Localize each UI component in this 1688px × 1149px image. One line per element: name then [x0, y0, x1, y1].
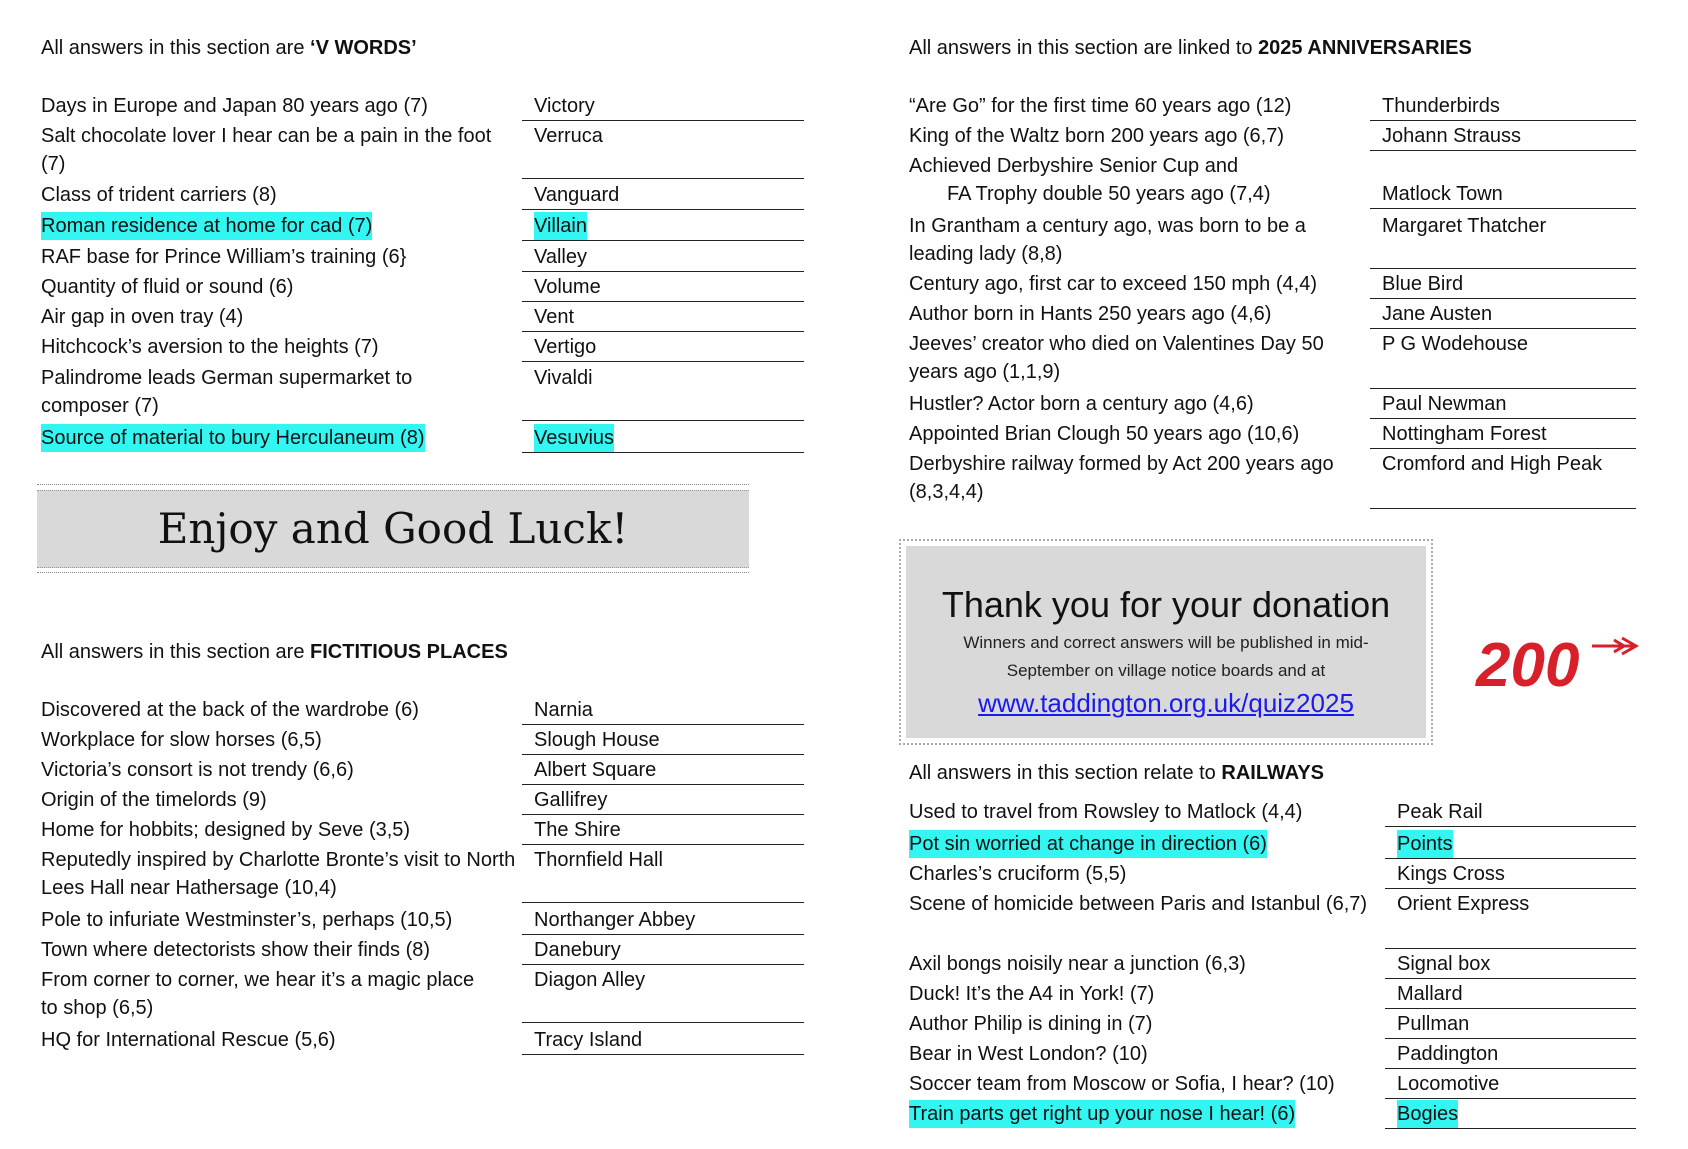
answer-line — [522, 364, 804, 421]
answer-line — [1370, 390, 1636, 419]
clue — [909, 152, 1349, 208]
answer-line — [522, 243, 804, 272]
clue: Home for hobbits; designed by Seve (3,5) — [41, 819, 411, 841]
quiz-website-link[interactable]: www.taddington.org.uk/quiz2025 — [978, 688, 1354, 718]
answer: P G Wodehouse — [1382, 333, 1529, 355]
clue: Bear in West London? (10) — [909, 1043, 1148, 1065]
clue: Used to travel from Rowsley to Matlock (4,4) — [909, 801, 1303, 823]
donation-title: Thank you for your donation — [941, 584, 1391, 625]
clue: Origin of the timelords (9) — [41, 789, 267, 811]
fictitious-intro-bold: FICTITIOUS PLACES — [310, 641, 508, 663]
answer-line — [1385, 890, 1636, 949]
clue: Author born in Hants 250 years ago (4,6) — [909, 303, 1272, 325]
clue: Axil bongs noisily near a junction (6,3) — [909, 953, 1246, 975]
answer-line — [522, 303, 804, 332]
donation-note-line-2: September on village notice boards and at — [1006, 661, 1326, 680]
answer-highlighted: Villain — [534, 212, 587, 240]
clue: RAF base for Prince William’s training (6} — [41, 246, 407, 268]
clue: Appointed Brian Clough 50 years ago (10,6) — [909, 423, 1300, 445]
v-words-intro: All answers in this section are ‘V WORDS’ — [41, 37, 417, 59]
answer: Slough House — [534, 729, 660, 751]
clue: Salt chocolate lover I hear can be a pain in the foot (7) — [41, 125, 492, 175]
answer-highlighted: Bogies — [1397, 1100, 1458, 1128]
clue: King of the Waltz born 200 years ago (6,7) — [909, 125, 1285, 147]
answer: Thunderbirds — [1382, 95, 1500, 117]
answer: Northanger Abbey — [534, 909, 696, 931]
clue: Charles’s cruciform (5,5) — [909, 863, 1127, 885]
arrow-icon — [1592, 638, 1636, 654]
answer: Margaret Thatcher — [1382, 215, 1547, 237]
answer: Danebury — [534, 939, 621, 961]
answer-line — [1385, 860, 1636, 889]
answer: Gallifrey — [534, 789, 608, 811]
clue: Author Philip is dining in (7) — [909, 1013, 1153, 1035]
answer-line — [1385, 980, 1636, 1009]
answer-line — [522, 726, 804, 755]
clue: Hustler? Actor born a century ago (4,6) — [909, 393, 1254, 415]
answer-line — [522, 273, 804, 302]
donation-note-line-1: Winners and correct answers will be published in mid- — [963, 633, 1369, 652]
answer-line — [522, 424, 804, 453]
answer: Tracy Island — [534, 1029, 643, 1051]
answer-line — [522, 181, 804, 210]
answer: Volume — [534, 276, 601, 298]
clue: Days in Europe and Japan 80 years ago (7) — [41, 95, 428, 117]
answer: Victory — [534, 95, 595, 117]
fictitious-intro: All answers in this section are FICTITIOUS PLACES — [41, 641, 508, 663]
answer: Nottingham Forest — [1382, 423, 1547, 445]
answer: Narnia — [534, 699, 593, 721]
clue: Quantity of fluid or sound (6) — [41, 276, 294, 298]
railways-intro: All answers in this section relate to RAILWAYS — [909, 762, 1324, 784]
answer-line — [522, 756, 804, 785]
answer: Johann Strauss — [1382, 125, 1521, 147]
clue-highlighted: Pot sin worried at change in direction (6) — [909, 830, 1267, 858]
v-words-intro-bold: ‘V WORDS’ — [310, 37, 417, 59]
answer: Cromford and High Peak — [1382, 453, 1603, 475]
clue: In Grantham a century ago, was born to be a leading lady (8,8) — [909, 215, 1306, 265]
answer: Verruca — [534, 125, 603, 147]
clue: Class of trident carriers (8) — [41, 184, 277, 206]
clue-line: Achieved Derbyshire Senior Cup and — [909, 155, 1239, 177]
answer-line — [1370, 330, 1636, 389]
answer: Albert Square — [534, 759, 657, 781]
answer-line — [1370, 212, 1636, 269]
anniversaries-intro-bold: 2025 ANNIVERSARIES — [1258, 37, 1472, 59]
clue: Jeeves’ creator who died on Valentines Day 50 years ago (1,1,9) — [909, 333, 1324, 383]
answer-line — [522, 846, 804, 903]
clue: Palindrome leads German supermarket to composer (7) — [41, 367, 413, 417]
answer-line — [1385, 950, 1636, 979]
answer: Blue Bird — [1382, 273, 1464, 295]
clue-highlighted: Roman residence at home for cad (7) — [41, 212, 372, 240]
clue: Duck! It’s the A4 in York! (7) — [909, 983, 1155, 1005]
answer-line — [522, 816, 804, 845]
clue: Town where detectorists show their finds (8) — [41, 939, 431, 961]
answer-highlighted: Points — [1397, 830, 1453, 858]
answer-line — [522, 333, 804, 362]
clue: HQ for International Rescue (5,6) — [41, 1029, 336, 1051]
answer: Diagon Alley — [534, 969, 646, 991]
answer-line — [1370, 152, 1636, 209]
clue: Hitchcock’s aversion to the heights (7) — [41, 336, 379, 358]
answer-line — [522, 906, 804, 935]
clue-highlighted: Source of material to bury Herculaneum (8) — [41, 424, 425, 452]
answer-line — [522, 122, 804, 179]
clue-highlighted: Train parts get right up your nose I hear! (6) — [909, 1100, 1295, 1128]
answer-line — [522, 1026, 804, 1055]
answer-line — [1370, 420, 1636, 449]
enjoy-banner: Enjoy and Good Luck! — [37, 490, 749, 568]
answer-line — [522, 936, 804, 965]
answer: Orient Express — [1397, 893, 1530, 915]
answer-line — [1370, 92, 1636, 121]
answer: Kings Cross — [1397, 863, 1505, 885]
answer: Vertigo — [534, 336, 597, 358]
answer: Paul Newman — [1382, 393, 1507, 415]
clue: “Are Go” for the first time 60 years ago (12) — [909, 95, 1292, 117]
railways-intro-bold: RAILWAYS — [1221, 762, 1324, 784]
clue: Reputedly inspired by Charlotte Bronte’s visit to North Lees Hall near Hathersage (10,4) — [41, 849, 516, 899]
clue: Air gap in oven tray (4) — [41, 306, 244, 328]
answer-line — [522, 966, 804, 1023]
answer-line — [522, 786, 804, 815]
answer: The Shire — [534, 819, 621, 841]
answer-line — [1385, 830, 1636, 859]
answer: Valley — [534, 246, 587, 268]
answer-line — [1385, 798, 1636, 827]
answer: Matlock Town — [1382, 183, 1503, 205]
anniversaries-intro: All answers in this section are linked to 2025 ANNIVERSARIES — [909, 37, 1472, 59]
clue: Pole to infuriate Westminster’s, perhaps (10,5) — [41, 909, 453, 931]
bicentenary-200-logo — [1474, 624, 1642, 694]
answer-line — [1370, 300, 1636, 329]
answer: Vanguard — [534, 184, 620, 206]
answer-line — [522, 696, 804, 725]
logo-text: 200 — [1476, 631, 1580, 694]
answer: Paddington — [1397, 1043, 1499, 1065]
clue: Soccer team from Moscow or Sofia, I hear? (10) — [909, 1073, 1335, 1095]
divider — [37, 484, 749, 485]
clue-line-indented: FA Trophy double 50 years ago (7,4) — [947, 183, 1271, 205]
clue: Workplace for slow horses (6,5) — [41, 729, 322, 751]
clue: From corner to corner, we hear it’s a magic place to shop (6,5) — [41, 969, 475, 1019]
answer: Locomotive — [1397, 1073, 1500, 1095]
answer: Pullman — [1397, 1013, 1470, 1035]
answer-highlighted: Vesuvius — [534, 424, 614, 452]
answer-line — [522, 212, 804, 241]
divider — [37, 572, 749, 573]
answer-line — [1370, 450, 1636, 509]
answer-line — [1385, 1100, 1636, 1129]
answer: Peak Rail — [1397, 801, 1483, 823]
clue: Century ago, first car to exceed 150 mph (4,4) — [909, 273, 1317, 295]
answer-line — [1370, 122, 1636, 151]
answer: Jane Austen — [1382, 303, 1493, 325]
clue: Scene of homicide between Paris and Istanbul (6,7) — [909, 893, 1368, 915]
answer: Vent — [534, 306, 575, 328]
answer-line — [1370, 270, 1636, 299]
clue: Discovered at the back of the wardrobe (6) — [41, 699, 419, 721]
clue: Victoria’s consort is not trendy (6,6) — [41, 759, 354, 781]
answer-line — [1385, 1010, 1636, 1039]
answer-line — [1385, 1040, 1636, 1069]
answer: Thornfield Hall — [534, 849, 663, 871]
donation-box — [906, 546, 1426, 738]
clue: Derbyshire railway formed by Act 200 years ago (8,3,4,4) — [909, 453, 1334, 503]
answer-line — [522, 92, 804, 121]
answer: Vivaldi — [534, 367, 593, 389]
answer: Signal box — [1397, 953, 1491, 975]
answer: Mallard — [1397, 983, 1463, 1005]
answer-line — [1385, 1070, 1636, 1099]
